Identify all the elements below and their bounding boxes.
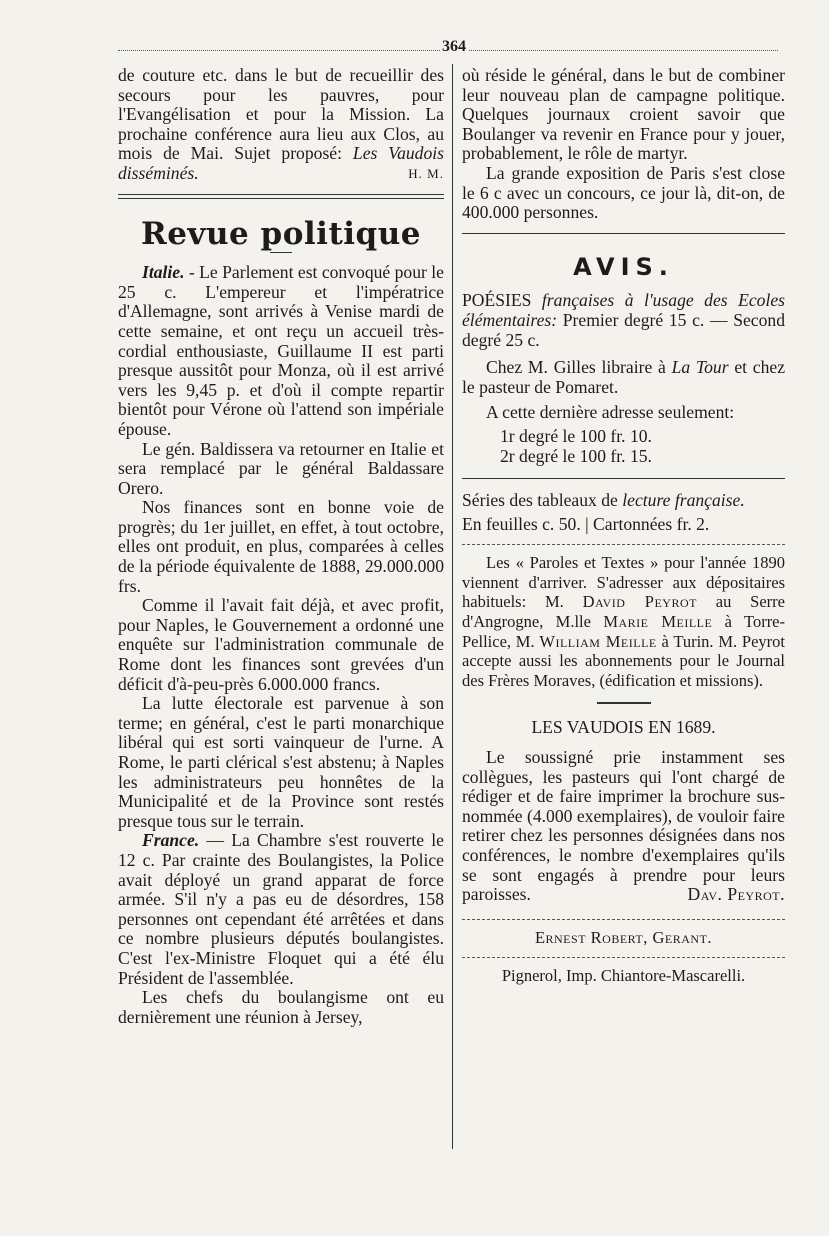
feuilles-line: En feuilles c. 50. | Cartonnées fr. 2. [462,513,710,534]
after-name3: à Turin. M. Peyrot accepte aussi les abonnements pour le Journal des Frères Moraves, (édification et missions). [462,631,785,690]
imprimeur-line: Pignerol, Imp. Chiantore-Mascarelli. [501,966,746,986]
poesies-rest: Premier degré 15 c. — Second degré 25 c. [462,309,785,350]
name-david-peyrot: David Peyrot [582,592,697,612]
paroles-text: Les « Paroles et Textes » pour l'année 1890 viennent d'arriver. S'adresser aux dépositaires habituels: M. [462,553,785,612]
poesies-paragraph [462,291,785,350]
naples-paragraph: Comme il l'avait fait déjà, et avec profit, pour Naples, le Gouvernement a ordonné une enquête sur l'administration communale de Rome dont les finances sont grevées d'un déficit d'à-peu-près 6.000.000 francs. [118,595,444,694]
avis-title: AVIS. [573,252,674,281]
adresse-line: A cette dernière adresse seulement: [486,402,735,423]
after-name2: à Torre-Pellice, M. [462,612,786,651]
paroles-paragraph [462,553,785,690]
vaudois-signature: Dav. Peyrot. [687,884,785,905]
degre2-line: 2r degré le 100 fr. 15. [500,445,652,466]
column-divider [452,64,453,1149]
right-column [462,66,785,986]
continued-paragraph: où réside le général, dans le but de combiner leur nouveau plan de campagne politique. Quelques journaux croient savoir que Boulanger va revenir en France pour y jouer, probablement, le rôle de martyr. [462,65,785,164]
section-title: Revue politique [141,215,421,252]
intro-text: de couture etc. dans le but de recueillir des secours pour les pauvres, pour l'Evangélisation et pour la Mission. La prochaine conférence aura lieu aux Clos, au mois de Mai. Sujet proposé: [118,65,444,164]
chez-place: La Tour [671,357,729,378]
name-marie-meille: Marie Meille [603,612,713,632]
exposition-paragraph: La grande exposition de Paris s'est close le 6 c avec un concours, ce jour là, dit-on, de 400.000 personnes. [462,162,785,223]
chez-text: Chez M. Gilles libraire à [486,357,666,378]
series-line [462,491,785,511]
gerant-text: Ernest Robert, Gerant. [534,927,713,947]
vaudois-paragraph [462,748,785,905]
title-rule [270,252,292,253]
after-name1: au Serre d'Angrogne, M.lle [462,592,785,632]
lutte-paragraph: La lutte électorale est parvenue à son terme; en général, c'est le parti monarchique libéral qui est sorti vainqueur de l'urne. A Rome, le parti clérical s'est abstenu; à Naples les administrateurs peu honnêtes de la Municipalité et de la Province sont restés presque tous sur le terrain. [118,693,444,831]
vaudois-text: Le soussigné prie instamment ses collègues, les pasteurs qui l'ont chargé de rédiger et de faire imprimer la brochure sus-nommée (4.000 exemplaires), de vouloir faire retirer chez les personnes désignées dans nos conférences, le nombre d'exemplaires qu'ils se sont engagés à prendre pour leurs paroisses. [462,747,785,905]
finances-paragraph: Nos finances sont en bonne voie de progrès; du 1er juillet, en effet, à tout octobre, elles ont produit, en plus, comparées à celles de la période équivalente de 1888, 29.000.000 frs. [118,497,444,596]
france-text: — La Chambre s'est rouverte le 12 c. Par crainte des Boulangistes, la Police avait déployé un grand apparat de force armée. S'il n'y a pas eu de désordres, 158 personnes ont cependant été arrêtées et dans ce nombre plusieurs députés boulangistes. C'est l'ex-Ministre Floquet qui a été élu Président de l'assemblée. [118,830,444,988]
left-column [118,66,444,1027]
gerant-rule [462,919,785,920]
baldissera-paragraph: Le gén. Baldissera va retourner en Italie et sera remplacé par le général Baldassare Orero. [118,438,444,498]
intro-signature: H. M. [408,165,444,181]
paroles-rule [462,544,785,545]
france-label: France. [142,830,200,851]
chez-rest: et chez le pasteur de Pomaret. [462,357,786,397]
vaudois-rule [597,702,651,704]
series-rule [462,478,785,479]
series-lead: Séries des tableaux de [462,490,618,511]
france-paragraph [118,831,444,988]
name-william-meille: William Meille [539,631,657,651]
page-number: 364 [442,38,466,55]
italie-label: Italie. [142,262,185,283]
avis-rule [462,233,785,234]
intro-subject: Les Vaudois disséminés. [118,143,444,183]
italie-paragraph [118,263,444,439]
poesies-lead: POÉSIES [462,290,532,311]
gerant-line [462,928,785,948]
series-italic: lecture française. [622,490,745,511]
italie-text: - Le Parlement est convoqué pour le 25 c. L'empereur et l'impératrice d'Allemagne, sont arrivés à Venise mardi de cette semaine, et ont reçu un accueil très-cordial enthousiaste, Guillaume II est parti presque aussitôt pour Monza, où il est arrivé vers les 9,45 p. et d'où il compte repartir bientôt pour Vérone où l'attend son impériale épouse. [118,262,444,439]
poesies-italic: françaises à l'usage des Ecoles élémentaires: [462,290,785,330]
degre1-line: 1r degré le 100 fr. 10. [500,425,652,446]
chez-paragraph [462,358,785,397]
vaudois-title: LES VAUDOIS EN 1689. [531,717,716,738]
intro-paragraph [118,66,444,184]
imprimeur-rule [462,957,785,958]
section-rule [118,194,444,199]
chefs-paragraph: Les chefs du boulangisme ont eu dernièrement une réunion à Jersey, [118,987,444,1027]
